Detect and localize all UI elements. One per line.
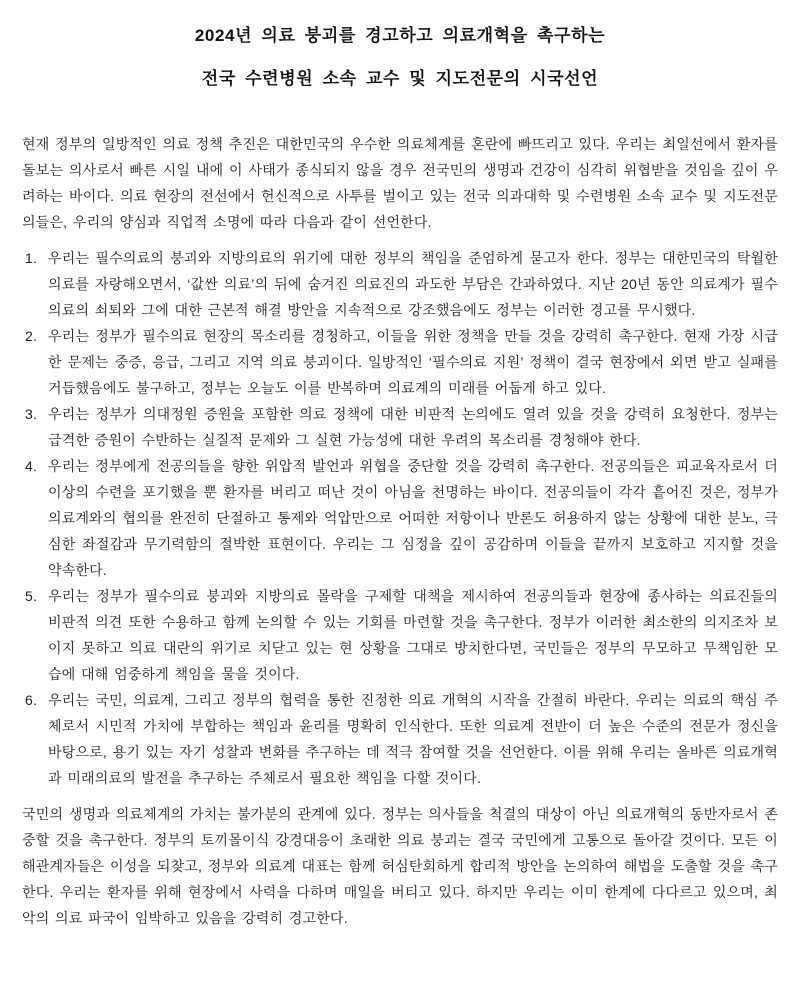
document-title-line-1: 2024년 의료 붕괴를 경고하고 의료개혁을 촉구하는 xyxy=(194,26,606,45)
list-item xyxy=(22,453,778,583)
item-number: 3. xyxy=(25,406,38,422)
intro-paragraph: 현재 정부의 일방적인 의료 정책 추진은 대한민국의 우수한 의료체계를 혼란에 빠뜨리고 있다. 우리는 최일선에서 환자를 돌보는 의사로서 빠른 시일 내에 이 사태가 종식되지 않을 경우 전국민의 생명과 건강이 심각히 위협받을 것임을 깊이 우려하는 바이다. 의료 현장의 전선에서 헌신적으로 사투를 벌이고 있는 전국 의과대학 및 수련병원 소속 교수 및 지도전문의들은, 우리의 양심과 직업적 소명에 따라 다음과 같이 선언한다. xyxy=(22,136,778,230)
item-text: 우리는 필수의료의 붕괴와 지방의료의 위기에 대한 정부의 책임을 준엄하게 묻고자 한다. 정부는 대한민국의 탁월한 의료를 자랑해오면서, ‘값싼 의료’의 뒤에 숨겨진 의료진의 과도한 부담은 간과하였다. 지난 20년 동안 의료계가 필수의료의 쇠퇴와 그에 대한 근본적 해결 방안을 지속적으로 강조했음에도 정부는 이러한 경고를 무시했다. xyxy=(48,250,778,318)
document-title-line-2: 전국 수련병원 소속 교수 및 지도전문의 시국선언 xyxy=(201,69,599,88)
list-item xyxy=(22,323,778,401)
item-number: 2. xyxy=(25,328,38,344)
list-item xyxy=(22,245,778,323)
item-text: 우리는 국민, 의료계, 그리고 정부의 협력을 통한 진정한 의료 개혁의 시작을 간절히 바란다. 우리는 의료의 핵심 주체로서 시민적 가치에 부합하는 책임과 윤리를 명확히 인식한다. 또한 의료계 전반이 더 높은 수준의 전문가 정신을 바탕으로, 용기 있는 자기 성찰과 변화를 추구하는 데 적극 참여할 것을 선언한다. 이를 위해 우리는 올바른 의료개혁과 미래의료의 발전을 추구하는 주체로서 필요한 책임을 다할 것이다. xyxy=(48,692,778,786)
item-text: 우리는 정부가 필수의료 현장의 목소리를 경청하고, 이들을 위한 정책을 만들 것을 강력히 촉구한다. 현재 가장 시급한 문제는 중증, 응급, 그리고 지역 의료 붕괴이다. 일방적인 ‘필수의료 지원’ 정책이 결국 현장에서 외면 받고 실패를 거듭했음에도 불구하고, 정부는 오늘도 이를 반복하며 의료계의 미래를 어둡게 하고 있다. xyxy=(48,328,778,396)
list-item xyxy=(22,687,778,791)
list-item xyxy=(22,401,778,453)
item-number: 5. xyxy=(25,588,38,604)
item-text: 우리는 정부에게 전공의들을 향한 위압적 발언과 위협을 중단할 것을 강력히 촉구한다. 전공의들은 피교육자로서 더 이상의 수련을 포기했을 뿐 환자를 버리고 떠난 것이 아님을 천명하는 바이다. 전공의들이 각각 흩어진 것은, 정부가 의료계와의 협의를 완전히 단절하고 통제와 억압만으로 어떠한 저항이나 반론도 허용하지 않는 상황에 대한 분노, 극심한 좌절감과 무기력함의 절박한 표현이다. 우리는 그 심정을 깊이 공감하며 이들을 끝까지 보호하고 지지할 것을 약속한다. xyxy=(48,458,778,578)
declaration-list xyxy=(22,245,778,791)
item-number: 6. xyxy=(25,692,38,708)
closing-paragraph: 국민의 생명과 의료체계의 가치는 불가분의 관계에 있다. 정부는 의사들을 척결의 대상이 아닌 의료개혁의 동반자로서 존중할 것을 촉구한다. 정부의 토끼몰이식 강경대응이 초래한 의료 붕괴는 결국 국민에게 고통으로 돌아갈 것이다. 모든 이해관계자들은 이성을 되찾고, 정부와 의료계 대표는 함께 허심탄회하게 합리적 방안을 논의하여 해법을 도출할 것을 촉구한다. 우리는 환자를 위해 현장에서 사력을 다하며 매일을 버티고 있다. 하지만 우리는 이미 한계에 다다르고 있으며, 최악의 의료 파국이 임박하고 있음을 강력히 경고한다. xyxy=(22,806,778,926)
document-title xyxy=(22,14,778,100)
item-number: 4. xyxy=(25,458,38,474)
item-text: 우리는 정부가 필수의료 붕괴와 지방의료 몰락을 구제할 대책을 제시하여 전공의들과 현장에 종사하는 의료진들의 비판적 의견 또한 수용하고 함께 논의할 수 있는 기회를 마련할 것을 촉구한다. 정부가 이러한 최소한의 의지조차 보이지 못하고 의료 대란의 위기로 치닫고 있는 현 상황을 그대로 방치한다면, 국민들은 정부의 무모하고 무책임한 모습에 대해 엄중하게 책임을 물을 것이다. xyxy=(48,588,778,682)
item-number: 1. xyxy=(25,250,38,266)
list-item xyxy=(22,583,778,687)
item-text: 우리는 정부가 의대정원 증원을 포함한 의료 정책에 대한 비판적 논의에도 열려 있을 것을 강력히 요청한다. 정부는 급격한 증원이 수반하는 실질적 문제와 그 실현 가능성에 대한 우려의 목소리를 경청해야 한다. xyxy=(48,406,778,448)
